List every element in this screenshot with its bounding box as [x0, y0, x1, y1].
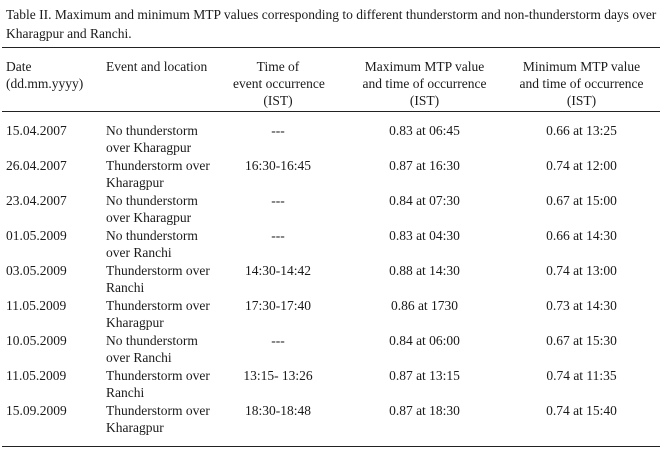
cell-event-time: ---	[271, 228, 285, 243]
table-caption: Table II. Maximum and minimum MTP values corresponding to different thunderstorm and non-thunderstorm days over Kharagpur and Ranchi.	[6, 7, 657, 41]
cell-max-mtp: 0.88 at 14:30	[389, 263, 460, 278]
cell-min-mtp: 0.73 at 14:30	[546, 298, 617, 313]
cell-date: 01.05.2009	[6, 228, 67, 243]
cell-event-time: ---	[271, 123, 285, 138]
cell-min-mtp: 0.74 at 11:35	[546, 368, 617, 383]
header-date-line: Date	[6, 59, 32, 74]
cell-date: 03.05.2009	[6, 263, 67, 278]
cell-event-location: Thunderstorm over	[106, 403, 210, 418]
cell-event-time: ---	[271, 333, 285, 348]
header-min-mtp-line: and time of occurrence	[519, 76, 644, 91]
cell-event-time: 14:30-14:42	[245, 263, 311, 278]
cell-event-location: Thunderstorm over	[106, 368, 210, 383]
header-bottom-rule	[2, 111, 660, 112]
cell-max-mtp: 0.84 at 07:30	[389, 193, 460, 208]
cell-event-location: over Ranchi	[106, 350, 172, 365]
cell-min-mtp: 0.66 at 14:30	[546, 228, 617, 243]
cell-min-mtp: 0.74 at 12:00	[546, 158, 617, 173]
cell-event-location: Thunderstorm over	[106, 158, 210, 173]
cell-event-location: Kharagpur	[106, 315, 164, 330]
table-bottom-rule	[2, 446, 660, 447]
cell-event-location: Thunderstorm over	[106, 298, 210, 313]
cell-date: 10.05.2009	[6, 333, 67, 348]
cell-event-time: 17:30-17:40	[245, 298, 311, 313]
cell-min-mtp: 0.74 at 13:00	[546, 263, 617, 278]
cell-event-location: No thunderstorm	[106, 333, 198, 348]
cell-event-location: No thunderstorm	[106, 228, 198, 243]
cell-max-mtp: 0.83 at 04:30	[389, 228, 460, 243]
header-event-time-line: Time of	[256, 59, 300, 74]
header-event-time-line: (IST)	[263, 93, 293, 108]
cell-event-location: Thunderstorm over	[106, 263, 210, 278]
header-max-mtp-line: Maximum MTP value	[364, 59, 485, 74]
header-max-mtp-line: (IST)	[409, 93, 440, 108]
header-min-mtp-line: (IST)	[566, 93, 597, 108]
header-max-mtp-line: and time of occurrence	[362, 76, 487, 91]
header-min-mtp-line: Minimum MTP value	[522, 59, 641, 74]
cell-event-time: 18:30-18:48	[245, 403, 311, 418]
cell-min-mtp: 0.66 at 13:25	[546, 123, 617, 138]
cell-min-mtp: 0.67 at 15:00	[546, 193, 617, 208]
cell-max-mtp: 0.83 at 06:45	[389, 123, 460, 138]
cell-date: 15.04.2007	[6, 123, 67, 138]
cell-event-time: ---	[271, 193, 285, 208]
cell-min-mtp: 0.67 at 15:30	[546, 333, 617, 348]
cell-event-location: No thunderstorm	[106, 193, 198, 208]
cell-event-location: Kharagpur	[106, 420, 164, 435]
cell-date: 23.04.2007	[6, 193, 67, 208]
cell-event-location: Kharagpur	[106, 175, 164, 190]
cell-event-location: Ranchi	[106, 385, 145, 400]
cell-min-mtp: 0.74 at 15:40	[546, 403, 617, 418]
cell-max-mtp: 0.87 at 13:15	[389, 368, 460, 383]
cell-event-location: over Ranchi	[106, 245, 172, 260]
header-date-line: (dd.mm.yyyy)	[6, 76, 84, 91]
cell-max-mtp: 0.87 at 18:30	[389, 403, 460, 418]
cell-date: 15.09.2009	[6, 403, 67, 418]
cell-max-mtp: 0.84 at 06:00	[389, 333, 460, 348]
cell-event-location: over Kharagpur	[106, 210, 192, 225]
cell-event-time: 13:15- 13:26	[243, 368, 313, 383]
cell-date: 26.04.2007	[6, 158, 67, 173]
cell-event-location: Ranchi	[106, 280, 145, 295]
header-event-location-line: Event and location	[106, 59, 208, 74]
cell-event-location: over Kharagpur	[106, 140, 192, 155]
cell-max-mtp: 0.87 at 16:30	[389, 158, 460, 173]
cell-date: 11.05.2009	[6, 298, 67, 313]
cell-event-location: No thunderstorm	[106, 123, 198, 138]
cell-date: 11.05.2009	[6, 368, 67, 383]
cell-event-time: 16:30-16:45	[245, 158, 311, 173]
header-event-time-line: event occurrence	[233, 76, 325, 91]
cell-max-mtp: 0.86 at 1730	[390, 298, 459, 313]
header-top-rule	[2, 47, 660, 48]
